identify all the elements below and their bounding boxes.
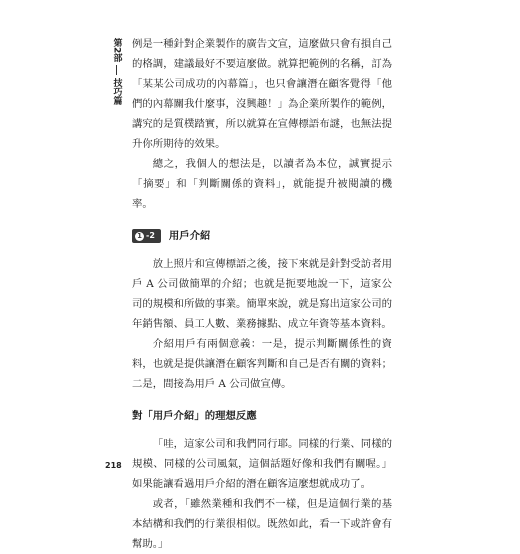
- paragraph-intro: 放上照片和宣傳標語之後，接下來就是針對受訪者用戶 A 公司做簡單的介紹；也就是扼要地說一下，這家公司的規模和所做的事業。簡單來說，就是寫出這家公司的年銷售額、員工人數、業務據點、成立年資等基本資料。: [132, 258, 392, 330]
- section-heading: [132, 226, 392, 246]
- part-title: 技巧篇: [111, 78, 122, 106]
- subheading: 對「用戶介紹」的理想反應: [132, 410, 257, 422]
- section-badge: [132, 229, 161, 243]
- page-content: [132, 34, 392, 554]
- paragraph-continued: 例是一種針對企業製作的廣告文宣，這麼做只會有損自己的格調，建議最好不要這麼做。就算把範例的名稱，訂為「某某公司成功的內幕篇」，也只會讓潛在顧客覺得「他們的內幕關我什麼事，沒興趣！」為企業所製作的範例，講究的是質樸踏實，所以就算在宣傳標語布謎，也無法提升你所期待的效果。: [132, 38, 392, 150]
- sidebar-divider: [116, 65, 117, 75]
- paragraph-summary: 總之，我個人的想法是，以讀者為本位，誠實提示「摘要」和「判斷關係的資料」，就能提升被閱讀的機率。: [132, 158, 392, 210]
- section-badge-number: 1: [135, 232, 144, 241]
- part-sidebar: [108, 38, 124, 105]
- part-label: 第2部: [111, 38, 122, 63]
- section-title: 用戶介紹: [168, 230, 211, 242]
- paragraph-reaction-1: 「哇，這家公司和我們同行耶。同樣的行業、同樣的規模、同樣的公司風氣，這個話題好像和我們有關喔。」如果能讓看過用戶介紹的潛在顧客這麼想就成功了。: [132, 438, 392, 490]
- paragraph-meaning: 介紹用戶有兩個意義：一是，提示判斷關係性的資料，也就是提供讓潛在顧客判斷和自己是否有關的資料；二是，間接為用戶 A 公司做宣傳。: [132, 338, 392, 390]
- paragraph-reaction-2: 或者，「雖然業種和我們不一樣，但是這個行業的基本結構和我們的行業很相似。既然如此，看一下或許會有幫助。」: [132, 498, 392, 550]
- page-number: 218: [105, 461, 122, 470]
- section-badge-suffix: -2: [146, 231, 155, 240]
